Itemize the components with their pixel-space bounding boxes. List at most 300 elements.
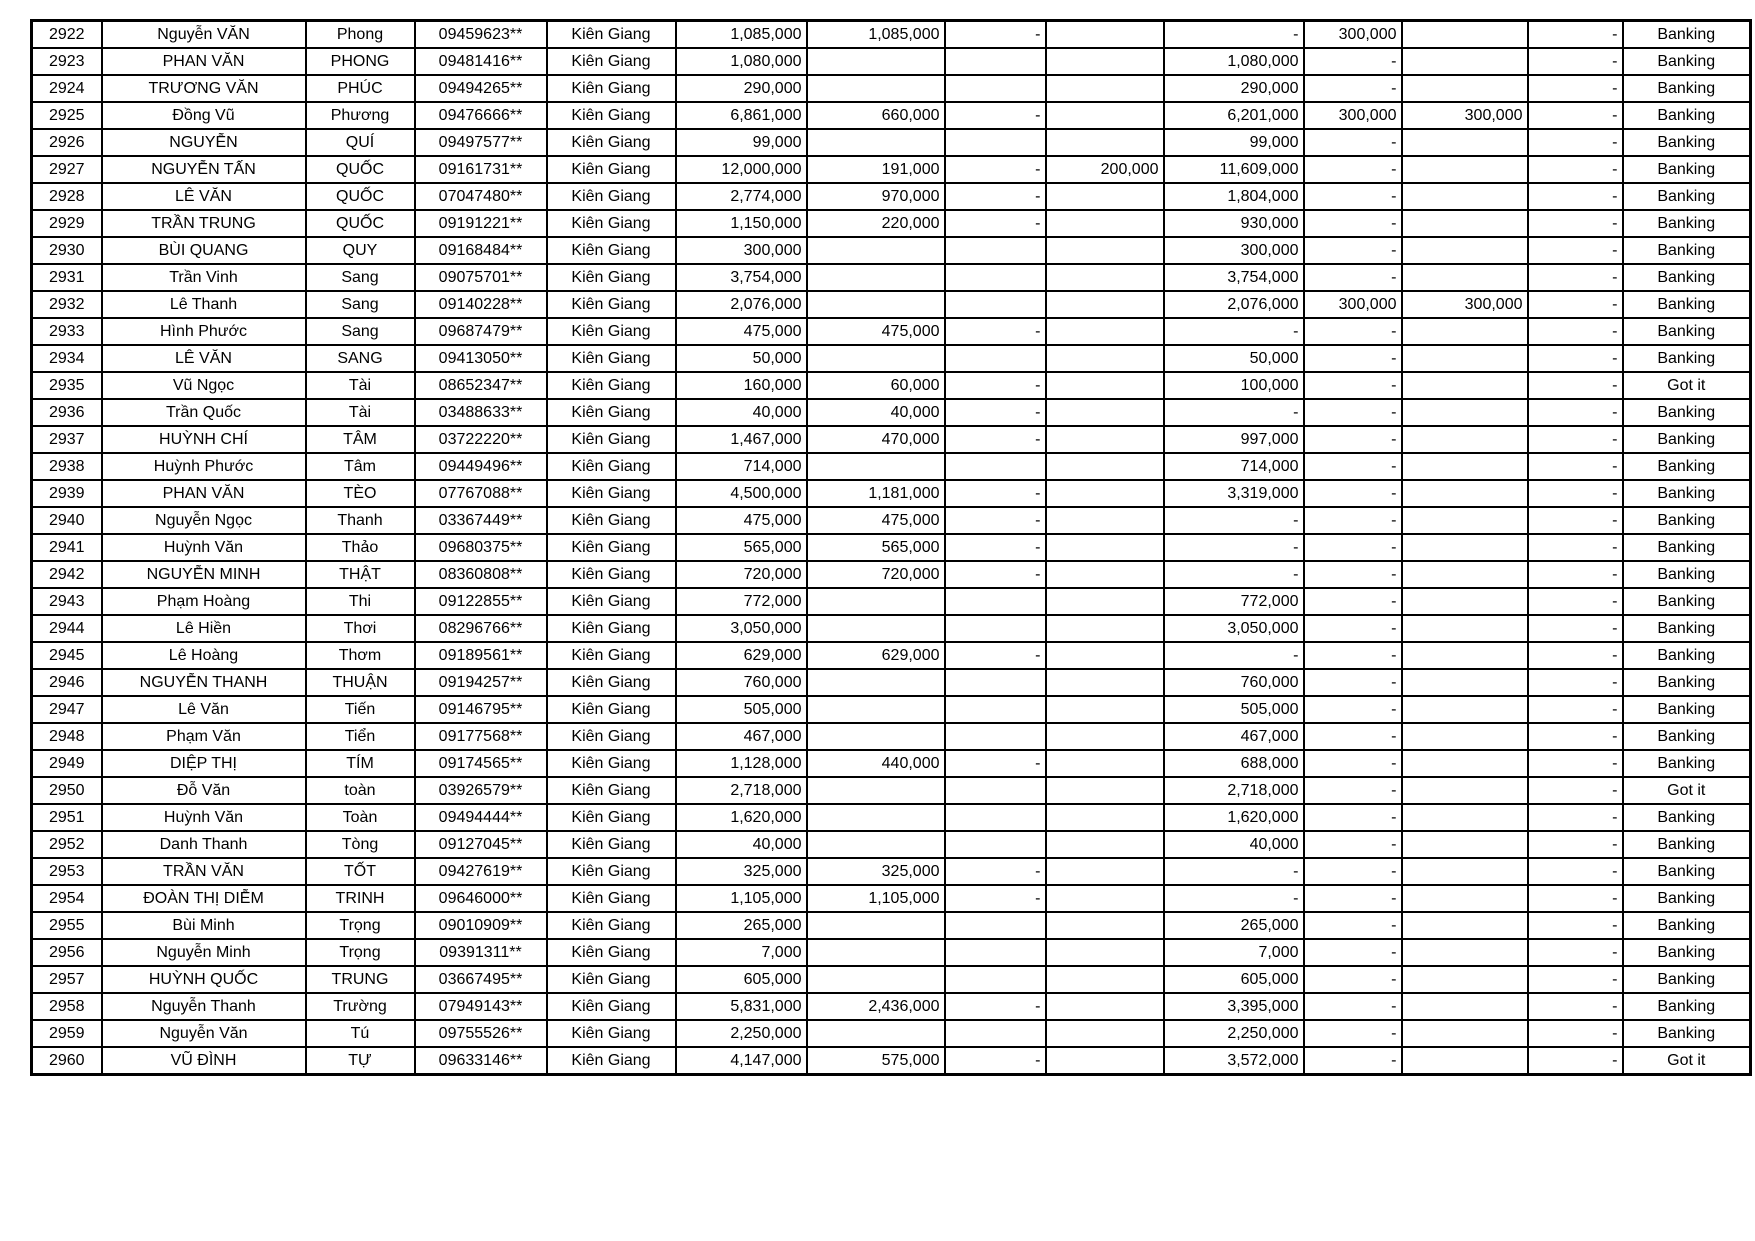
cell-phone: 08296766** <box>415 615 547 642</box>
cell-amount-paid: 40,000 <box>807 399 945 426</box>
cell-phone: 09481416** <box>415 48 547 75</box>
table-row <box>32 264 1751 291</box>
cell-phone: 08652347** <box>415 372 547 399</box>
table-row <box>32 426 1751 453</box>
cell-phone: 09127045** <box>415 831 547 858</box>
cell-province: Kiên Giang <box>547 642 676 669</box>
cell-first-name: Thảo <box>306 534 415 561</box>
cell-id: 2951 <box>32 804 102 831</box>
cell-amount-fee: - <box>1304 399 1402 426</box>
cell-dash-2: - <box>1528 345 1623 372</box>
cell-status: Banking <box>1623 453 1751 480</box>
cell-amount-remaining: 930,000 <box>1164 210 1304 237</box>
cell-id: 2922 <box>32 21 102 49</box>
cell-last-name: Nguyễn Văn <box>102 1020 306 1047</box>
cell-province: Kiên Giang <box>547 588 676 615</box>
table-row <box>32 399 1751 426</box>
cell-amount-fee-2 <box>1402 426 1528 453</box>
cell-dash-2: - <box>1528 642 1623 669</box>
cell-amount-total: 325,000 <box>676 858 807 885</box>
cell-dash-1 <box>945 345 1046 372</box>
table-row <box>32 1047 1751 1075</box>
cell-status: Banking <box>1623 48 1751 75</box>
cell-status: Got it <box>1623 1047 1751 1075</box>
cell-amount-extra <box>1046 534 1164 561</box>
cell-amount-paid <box>807 939 945 966</box>
cell-province: Kiên Giang <box>547 1047 676 1075</box>
cell-dash-2: - <box>1528 723 1623 750</box>
cell-id: 2928 <box>32 183 102 210</box>
cell-amount-total: 467,000 <box>676 723 807 750</box>
cell-amount-fee-2 <box>1402 264 1528 291</box>
cell-id: 2926 <box>32 129 102 156</box>
cell-phone: 03488633** <box>415 399 547 426</box>
cell-last-name: HUỲNH CHÍ <box>102 426 306 453</box>
cell-status: Banking <box>1623 264 1751 291</box>
cell-amount-extra <box>1046 750 1164 777</box>
cell-amount-extra <box>1046 723 1164 750</box>
cell-amount-paid <box>807 777 945 804</box>
cell-dash-1: - <box>945 480 1046 507</box>
cell-first-name: Thanh <box>306 507 415 534</box>
table-row <box>32 642 1751 669</box>
cell-province: Kiên Giang <box>547 831 676 858</box>
cell-dash-2: - <box>1528 399 1623 426</box>
cell-amount-total: 4,500,000 <box>676 480 807 507</box>
cell-last-name: Huỳnh Văn <box>102 804 306 831</box>
cell-phone: 09391311** <box>415 939 547 966</box>
cell-amount-extra <box>1046 1020 1164 1047</box>
cell-amount-extra <box>1046 777 1164 804</box>
cell-status: Banking <box>1623 750 1751 777</box>
cell-amount-extra <box>1046 48 1164 75</box>
cell-dash-1 <box>945 615 1046 642</box>
cell-dash-2: - <box>1528 993 1623 1020</box>
cell-last-name: TRẦN TRUNG <box>102 210 306 237</box>
cell-status: Banking <box>1623 885 1751 912</box>
cell-amount-fee: - <box>1304 588 1402 615</box>
cell-dash-1: - <box>945 507 1046 534</box>
cell-dash-2: - <box>1528 237 1623 264</box>
cell-id: 2934 <box>32 345 102 372</box>
cell-province: Kiên Giang <box>547 966 676 993</box>
cell-amount-extra <box>1046 804 1164 831</box>
cell-dash-1 <box>945 1020 1046 1047</box>
cell-province: Kiên Giang <box>547 426 676 453</box>
cell-amount-fee-2 <box>1402 804 1528 831</box>
payout-table <box>30 19 1752 1076</box>
cell-phone: 09075701** <box>415 264 547 291</box>
cell-id: 2936 <box>32 399 102 426</box>
table-row <box>32 561 1751 588</box>
cell-id: 2924 <box>32 75 102 102</box>
cell-dash-2: - <box>1528 912 1623 939</box>
cell-amount-remaining: - <box>1164 21 1304 49</box>
cell-amount-fee-2 <box>1402 1020 1528 1047</box>
cell-amount-remaining: - <box>1164 561 1304 588</box>
cell-first-name: PHONG <box>306 48 415 75</box>
cell-amount-total: 2,774,000 <box>676 183 807 210</box>
table-row <box>32 318 1751 345</box>
cell-dash-1 <box>945 291 1046 318</box>
cell-last-name: Huỳnh Phước <box>102 453 306 480</box>
cell-amount-fee-2 <box>1402 912 1528 939</box>
cell-dash-1 <box>945 831 1046 858</box>
cell-last-name: NGUYỄN THANH <box>102 669 306 696</box>
cell-first-name: TRUNG <box>306 966 415 993</box>
cell-first-name: QUỐC <box>306 210 415 237</box>
cell-amount-extra <box>1046 561 1164 588</box>
cell-last-name: Nguyễn Minh <box>102 939 306 966</box>
cell-dash-1: - <box>945 318 1046 345</box>
cell-amount-fee-2 <box>1402 588 1528 615</box>
cell-amount-fee: - <box>1304 858 1402 885</box>
cell-amount-paid: 1,105,000 <box>807 885 945 912</box>
cell-dash-1: - <box>945 993 1046 1020</box>
cell-id: 2957 <box>32 966 102 993</box>
cell-dash-1: - <box>945 399 1046 426</box>
cell-amount-fee-2 <box>1402 399 1528 426</box>
cell-amount-remaining: - <box>1164 507 1304 534</box>
cell-dash-1 <box>945 48 1046 75</box>
cell-id: 2954 <box>32 885 102 912</box>
cell-dash-2: - <box>1528 966 1623 993</box>
cell-phone: 09413050** <box>415 345 547 372</box>
table-row <box>32 345 1751 372</box>
cell-amount-fee: - <box>1304 696 1402 723</box>
cell-amount-fee: - <box>1304 561 1402 588</box>
cell-status: Banking <box>1623 102 1751 129</box>
cell-id: 2949 <box>32 750 102 777</box>
cell-amount-remaining: 3,572,000 <box>1164 1047 1304 1075</box>
cell-amount-total: 50,000 <box>676 345 807 372</box>
cell-status: Got it <box>1623 372 1751 399</box>
cell-last-name: Nguyễn Thanh <box>102 993 306 1020</box>
cell-amount-paid <box>807 75 945 102</box>
cell-amount-fee: - <box>1304 426 1402 453</box>
cell-status: Banking <box>1623 21 1751 49</box>
cell-first-name: TỐT <box>306 858 415 885</box>
cell-amount-extra <box>1046 588 1164 615</box>
cell-amount-remaining: 2,250,000 <box>1164 1020 1304 1047</box>
cell-last-name: Huỳnh Văn <box>102 534 306 561</box>
cell-phone: 09459623** <box>415 21 547 49</box>
cell-province: Kiên Giang <box>547 696 676 723</box>
cell-dash-2: - <box>1528 696 1623 723</box>
cell-dash-2: - <box>1528 372 1623 399</box>
cell-amount-total: 1,105,000 <box>676 885 807 912</box>
cell-amount-extra <box>1046 75 1164 102</box>
cell-status: Banking <box>1623 642 1751 669</box>
cell-phone: 09494444** <box>415 804 547 831</box>
cell-amount-extra <box>1046 966 1164 993</box>
cell-dash-2: - <box>1528 831 1623 858</box>
cell-amount-total: 40,000 <box>676 831 807 858</box>
cell-amount-extra <box>1046 993 1164 1020</box>
cell-first-name: TỰ <box>306 1047 415 1075</box>
cell-amount-fee: - <box>1304 210 1402 237</box>
cell-status: Banking <box>1623 912 1751 939</box>
cell-last-name: Trần Vinh <box>102 264 306 291</box>
cell-amount-paid: 1,085,000 <box>807 21 945 49</box>
cell-amount-fee-2 <box>1402 696 1528 723</box>
cell-amount-total: 1,620,000 <box>676 804 807 831</box>
cell-dash-2: - <box>1528 1020 1623 1047</box>
cell-amount-fee: - <box>1304 48 1402 75</box>
cell-amount-extra <box>1046 912 1164 939</box>
cell-amount-total: 1,128,000 <box>676 750 807 777</box>
cell-status: Banking <box>1623 858 1751 885</box>
cell-province: Kiên Giang <box>547 939 676 966</box>
cell-dash-1 <box>945 723 1046 750</box>
cell-amount-fee: - <box>1304 939 1402 966</box>
cell-last-name: NGUYỄN <box>102 129 306 156</box>
cell-phone: 03667495** <box>415 966 547 993</box>
cell-province: Kiên Giang <box>547 993 676 1020</box>
cell-dash-1 <box>945 75 1046 102</box>
cell-first-name: QUỐC <box>306 156 415 183</box>
cell-status: Banking <box>1623 966 1751 993</box>
cell-dash-2: - <box>1528 48 1623 75</box>
cell-last-name: NGUYỄN MINH <box>102 561 306 588</box>
cell-amount-paid: 565,000 <box>807 534 945 561</box>
cell-province: Kiên Giang <box>547 750 676 777</box>
cell-amount-total: 760,000 <box>676 669 807 696</box>
cell-dash-2: - <box>1528 210 1623 237</box>
cell-dash-2: - <box>1528 588 1623 615</box>
cell-first-name: Tài <box>306 399 415 426</box>
cell-last-name: HUỲNH QUỐC <box>102 966 306 993</box>
cell-dash-1 <box>945 804 1046 831</box>
cell-id: 2938 <box>32 453 102 480</box>
cell-amount-total: 3,754,000 <box>676 264 807 291</box>
table-row <box>32 480 1751 507</box>
table-row <box>32 102 1751 129</box>
cell-first-name: Phong <box>306 21 415 49</box>
cell-amount-fee-2 <box>1402 993 1528 1020</box>
cell-province: Kiên Giang <box>547 264 676 291</box>
cell-id: 2947 <box>32 696 102 723</box>
cell-amount-extra <box>1046 291 1164 318</box>
cell-dash-2: - <box>1528 615 1623 642</box>
cell-last-name: Trần Quốc <box>102 399 306 426</box>
cell-dash-1 <box>945 777 1046 804</box>
cell-province: Kiên Giang <box>547 1020 676 1047</box>
cell-amount-paid: 475,000 <box>807 507 945 534</box>
cell-amount-fee-2 <box>1402 183 1528 210</box>
cell-province: Kiên Giang <box>547 777 676 804</box>
cell-province: Kiên Giang <box>547 561 676 588</box>
cell-dash-1: - <box>945 183 1046 210</box>
cell-phone: 09161731** <box>415 156 547 183</box>
table-row <box>32 129 1751 156</box>
cell-id: 2944 <box>32 615 102 642</box>
cell-amount-fee: - <box>1304 777 1402 804</box>
table-row <box>32 183 1751 210</box>
table-row <box>32 156 1751 183</box>
cell-amount-fee: 300,000 <box>1304 102 1402 129</box>
cell-status: Banking <box>1623 804 1751 831</box>
cell-amount-fee-2 <box>1402 1047 1528 1075</box>
cell-amount-remaining: - <box>1164 534 1304 561</box>
cell-last-name: ĐOÀN THỊ DIỄM <box>102 885 306 912</box>
cell-last-name: Nguyễn VĂN <box>102 21 306 49</box>
cell-amount-remaining: 6,201,000 <box>1164 102 1304 129</box>
table-row <box>32 75 1751 102</box>
cell-amount-remaining: 50,000 <box>1164 345 1304 372</box>
cell-province: Kiên Giang <box>547 345 676 372</box>
cell-status: Banking <box>1623 507 1751 534</box>
cell-id: 2933 <box>32 318 102 345</box>
cell-amount-remaining: 3,395,000 <box>1164 993 1304 1020</box>
cell-first-name: Tiến <box>306 696 415 723</box>
cell-province: Kiên Giang <box>547 669 676 696</box>
cell-province: Kiên Giang <box>547 858 676 885</box>
cell-dash-1: - <box>945 750 1046 777</box>
cell-dash-2: - <box>1528 804 1623 831</box>
cell-last-name: Lê Văn <box>102 696 306 723</box>
cell-province: Kiên Giang <box>547 237 676 264</box>
table-row <box>32 912 1751 939</box>
table-row <box>32 615 1751 642</box>
cell-amount-extra <box>1046 885 1164 912</box>
cell-amount-paid <box>807 1020 945 1047</box>
cell-amount-remaining: 11,609,000 <box>1164 156 1304 183</box>
cell-province: Kiên Giang <box>547 102 676 129</box>
cell-amount-paid: 440,000 <box>807 750 945 777</box>
table-row <box>32 723 1751 750</box>
cell-id: 2932 <box>32 291 102 318</box>
cell-province: Kiên Giang <box>547 912 676 939</box>
cell-amount-total: 475,000 <box>676 507 807 534</box>
cell-amount-fee-2 <box>1402 372 1528 399</box>
cell-first-name: Tài <box>306 372 415 399</box>
cell-dash-1 <box>945 129 1046 156</box>
cell-dash-1 <box>945 912 1046 939</box>
cell-amount-total: 1,150,000 <box>676 210 807 237</box>
cell-amount-paid <box>807 966 945 993</box>
cell-phone: 03367449** <box>415 507 547 534</box>
cell-amount-fee: - <box>1304 642 1402 669</box>
cell-id: 2929 <box>32 210 102 237</box>
cell-amount-total: 1,467,000 <box>676 426 807 453</box>
cell-amount-fee: - <box>1304 615 1402 642</box>
cell-id: 2960 <box>32 1047 102 1075</box>
cell-first-name: TÈO <box>306 480 415 507</box>
cell-amount-paid <box>807 48 945 75</box>
cell-dash-1 <box>945 696 1046 723</box>
cell-amount-remaining: 290,000 <box>1164 75 1304 102</box>
cell-dash-1: - <box>945 561 1046 588</box>
cell-amount-total: 505,000 <box>676 696 807 723</box>
cell-amount-remaining: 3,319,000 <box>1164 480 1304 507</box>
cell-amount-extra <box>1046 858 1164 885</box>
cell-id: 2942 <box>32 561 102 588</box>
cell-id: 2945 <box>32 642 102 669</box>
cell-amount-paid <box>807 237 945 264</box>
cell-status: Banking <box>1623 318 1751 345</box>
cell-amount-fee: - <box>1304 1020 1402 1047</box>
cell-amount-remaining: 2,076,000 <box>1164 291 1304 318</box>
cell-dash-1: - <box>945 642 1046 669</box>
cell-first-name: Trọng <box>306 939 415 966</box>
cell-last-name: Đỗ Văn <box>102 777 306 804</box>
cell-status: Banking <box>1623 237 1751 264</box>
cell-amount-total: 629,000 <box>676 642 807 669</box>
cell-first-name: Phương <box>306 102 415 129</box>
table-row <box>32 777 1751 804</box>
cell-amount-fee: - <box>1304 345 1402 372</box>
cell-amount-remaining: 467,000 <box>1164 723 1304 750</box>
cell-last-name: LÊ VĂN <box>102 345 306 372</box>
cell-phone: 09633146** <box>415 1047 547 1075</box>
cell-amount-total: 300,000 <box>676 237 807 264</box>
cell-province: Kiên Giang <box>547 75 676 102</box>
cell-amount-total: 475,000 <box>676 318 807 345</box>
cell-last-name: NGUYỄN TẤN <box>102 156 306 183</box>
cell-province: Kiên Giang <box>547 318 676 345</box>
cell-amount-total: 99,000 <box>676 129 807 156</box>
cell-dash-2: - <box>1528 750 1623 777</box>
cell-first-name: Toàn <box>306 804 415 831</box>
cell-amount-fee: - <box>1304 75 1402 102</box>
cell-amount-fee-2 <box>1402 156 1528 183</box>
cell-phone: 07047480** <box>415 183 547 210</box>
cell-last-name: Đồng Vũ <box>102 102 306 129</box>
cell-last-name: TRẦN VĂN <box>102 858 306 885</box>
cell-last-name: Phạm Hoàng <box>102 588 306 615</box>
cell-dash-2: - <box>1528 480 1623 507</box>
cell-dash-2: - <box>1528 939 1623 966</box>
cell-province: Kiên Giang <box>547 399 676 426</box>
cell-first-name: QUÍ <box>306 129 415 156</box>
cell-amount-extra <box>1046 939 1164 966</box>
cell-amount-remaining: - <box>1164 318 1304 345</box>
cell-amount-total: 3,050,000 <box>676 615 807 642</box>
cell-amount-fee-2 <box>1402 642 1528 669</box>
cell-province: Kiên Giang <box>547 210 676 237</box>
cell-amount-paid: 1,181,000 <box>807 480 945 507</box>
cell-amount-extra <box>1046 480 1164 507</box>
cell-province: Kiên Giang <box>547 372 676 399</box>
table-row <box>32 534 1751 561</box>
cell-amount-fee-2 <box>1402 858 1528 885</box>
cell-amount-fee-2 <box>1402 615 1528 642</box>
cell-amount-fee-2: 300,000 <box>1402 291 1528 318</box>
cell-phone: 09146795** <box>415 696 547 723</box>
cell-amount-fee-2 <box>1402 237 1528 264</box>
cell-phone: 09476666** <box>415 102 547 129</box>
cell-dash-1 <box>945 453 1046 480</box>
cell-first-name: TÂM <box>306 426 415 453</box>
table-row <box>32 453 1751 480</box>
cell-dash-2: - <box>1528 858 1623 885</box>
cell-amount-total: 160,000 <box>676 372 807 399</box>
cell-status: Banking <box>1623 696 1751 723</box>
cell-amount-fee: - <box>1304 156 1402 183</box>
cell-amount-fee-2 <box>1402 750 1528 777</box>
cell-first-name: Tú <box>306 1020 415 1047</box>
table-row <box>32 588 1751 615</box>
cell-phone: 08360808** <box>415 561 547 588</box>
cell-amount-extra <box>1046 210 1164 237</box>
cell-id: 2923 <box>32 48 102 75</box>
cell-dash-2: - <box>1528 426 1623 453</box>
cell-amount-fee-2 <box>1402 507 1528 534</box>
cell-amount-remaining: 3,050,000 <box>1164 615 1304 642</box>
cell-amount-paid: 220,000 <box>807 210 945 237</box>
cell-dash-2: - <box>1528 156 1623 183</box>
